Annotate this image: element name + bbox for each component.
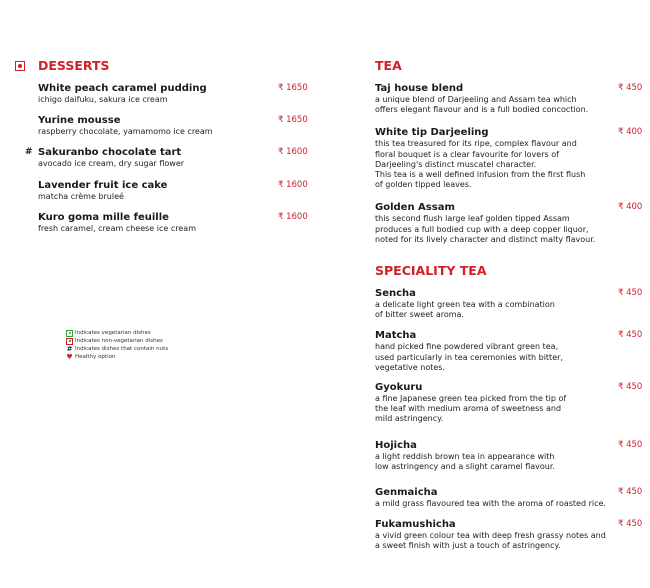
menu-item-description: low astringency and a slight caramel flavour. [375,461,555,471]
legend-label: Indicates vegetarian dishes [75,330,151,336]
menu-item-price: ₹ 450 [618,330,643,341]
menu-item-name: Fukamushicha [375,519,456,531]
menu-item [375,329,643,373]
menu-item-description: matcha crème bruleé [38,191,124,201]
menu-item-description: vegetative notes. [375,362,445,372]
menu-item-price: ₹ 450 [618,83,643,93]
desserts-column [25,56,308,234]
menu-item-name: Kuro goma mille feuille [38,211,169,223]
menu-item-price: ₹ 1650 [278,83,308,93]
legend-item [66,353,168,361]
nonveg-icon [66,338,73,345]
veg-icon [66,330,73,337]
menu-item [38,211,308,234]
menu-item-description: hand picked fine powdered vibrant green tea, [375,342,559,352]
speciality-tea-list [375,287,643,552]
menu-item-description: mild astringency. [375,414,444,424]
menu-item [38,114,308,137]
menu-item-price: ₹ 1600 [278,211,308,222]
menu-item-description: fresh caramel, cream cheese ice cream [38,223,196,233]
menu-item-price: ₹ 1650 [278,115,308,126]
menu-item-description: this second flush large leaf golden tipped Assam [375,214,570,224]
tea-title: TEA [375,58,402,73]
menu-item-name: Sencha [375,288,416,300]
menu-item-name: Hojicha [375,439,417,451]
menu-item-price: ₹ 1600 [278,179,308,190]
desserts-list [25,82,308,234]
menu-item-price: ₹ 450 [618,519,643,530]
legend-label: Indicates dishes that contain nuts [75,346,169,352]
tea-column [375,56,643,552]
menu-item-description: produces a full bodied cup with a deep copper liquor, [375,224,589,234]
menu-item-price: ₹ 400 [618,127,643,138]
menu-item-description: offers elegant flavour and is a full bodied concoction. [375,105,589,115]
tea-heading [375,56,640,76]
legend-item [66,329,168,337]
legend-label: Indicates non-vegetarian dishes [75,338,163,344]
menu-item [25,146,308,169]
menu-item-name: Lavender fruit ice cake [38,179,168,191]
menu-item-description: Darjeeling's distinct muscatel character. [375,159,537,169]
menu-item [375,518,643,551]
menu-item-description: a unique blend of Darjeeling and Assam tea which [375,95,577,104]
menu-item [375,439,643,472]
menu-item [38,82,308,105]
menu-item-description: noted for its lively character and distinct malty flavour. [375,234,596,244]
speciality-tea-heading [375,261,640,281]
menu-item-description: avocado ice cream, dry sugar flower [38,159,185,169]
non-vegetarian-icon [15,61,25,71]
menu-item-name: Matcha [375,330,417,342]
menu-item-description: floral bouquet is a clear favourite for lovers of [375,149,559,159]
legend-item [66,345,168,353]
menu-item-description: ichigo daifuku, sakura ice cream [38,95,168,104]
menu-item-price: ₹ 450 [618,439,643,450]
menu-item-description: a sweet finish with just a touch of astringency. [375,541,561,551]
menu-item-description: a delicate light green tea with a combination [375,300,555,310]
menu-item-name: Sakuranbo chocolate tart [38,147,182,159]
menu-item-description: a light reddish brown tea in appearance with [375,451,555,461]
menu-item-price: ₹ 400 [618,202,643,213]
heart-icon: ♥ [66,352,73,361]
menu-item-description: This tea is a well defined infusion from the first flush [375,170,586,180]
menu-item-name: Yurine mousse [38,115,121,127]
menu-item-price: ₹ 450 [618,288,643,299]
contains-nuts-mark: # [25,147,33,158]
menu-item [38,179,308,202]
menu-item-description: a fine Japanese green tea picked from the tip of [375,394,567,404]
dietary-legend [66,329,168,361]
speciality-tea-title: SPECIALITY TEA [375,263,487,279]
desserts-title: DESSERTS [38,58,110,73]
menu-item-name: Golden Assam [375,202,455,214]
menu-item [375,201,643,245]
menu-item-name: White tip Darjeeling [375,127,489,139]
menu-item-description: of bitter sweet aroma. [375,310,464,320]
menu-item-price: ₹ 1600 [278,147,308,158]
menu-item [375,126,643,190]
menu-item-description: used particularly in tea ceremonies with bitter, [375,352,563,362]
menu-item-price: ₹ 450 [618,382,643,393]
legend-label: Healthy option [75,354,116,360]
menu-item-description: a mild grass flavoured tea with the aroma of roasted rice. [375,499,606,509]
menu-item [375,486,643,509]
menu-item-name: White peach caramel pudding [38,83,207,94]
menu-item-description: raspberry chocolate, yamamomo ice cream [38,127,213,137]
menu-item-price: ₹ 450 [618,487,643,498]
menu-item [375,381,643,425]
menu-item-name: Genmaicha [375,487,438,499]
menu-item-name: Gyokuru [375,382,423,394]
hash-icon: # [66,344,73,353]
menu-item-description: of golden tipped leaves. [375,180,472,190]
menu-item-name: Taj house blend [375,83,464,94]
legend-item [66,337,168,345]
desserts-heading [38,56,308,76]
menu-item-description: a vivid green colour tea with deep fresh grassy notes and [375,531,606,541]
menu-item [375,287,643,320]
menu-item [375,82,643,115]
tea-list [375,82,643,245]
menu-item-description: this tea treasured for its ripe, complex flavour and [375,139,577,149]
menu-item-description: the leaf with medium aroma of sweetness and [375,404,562,414]
